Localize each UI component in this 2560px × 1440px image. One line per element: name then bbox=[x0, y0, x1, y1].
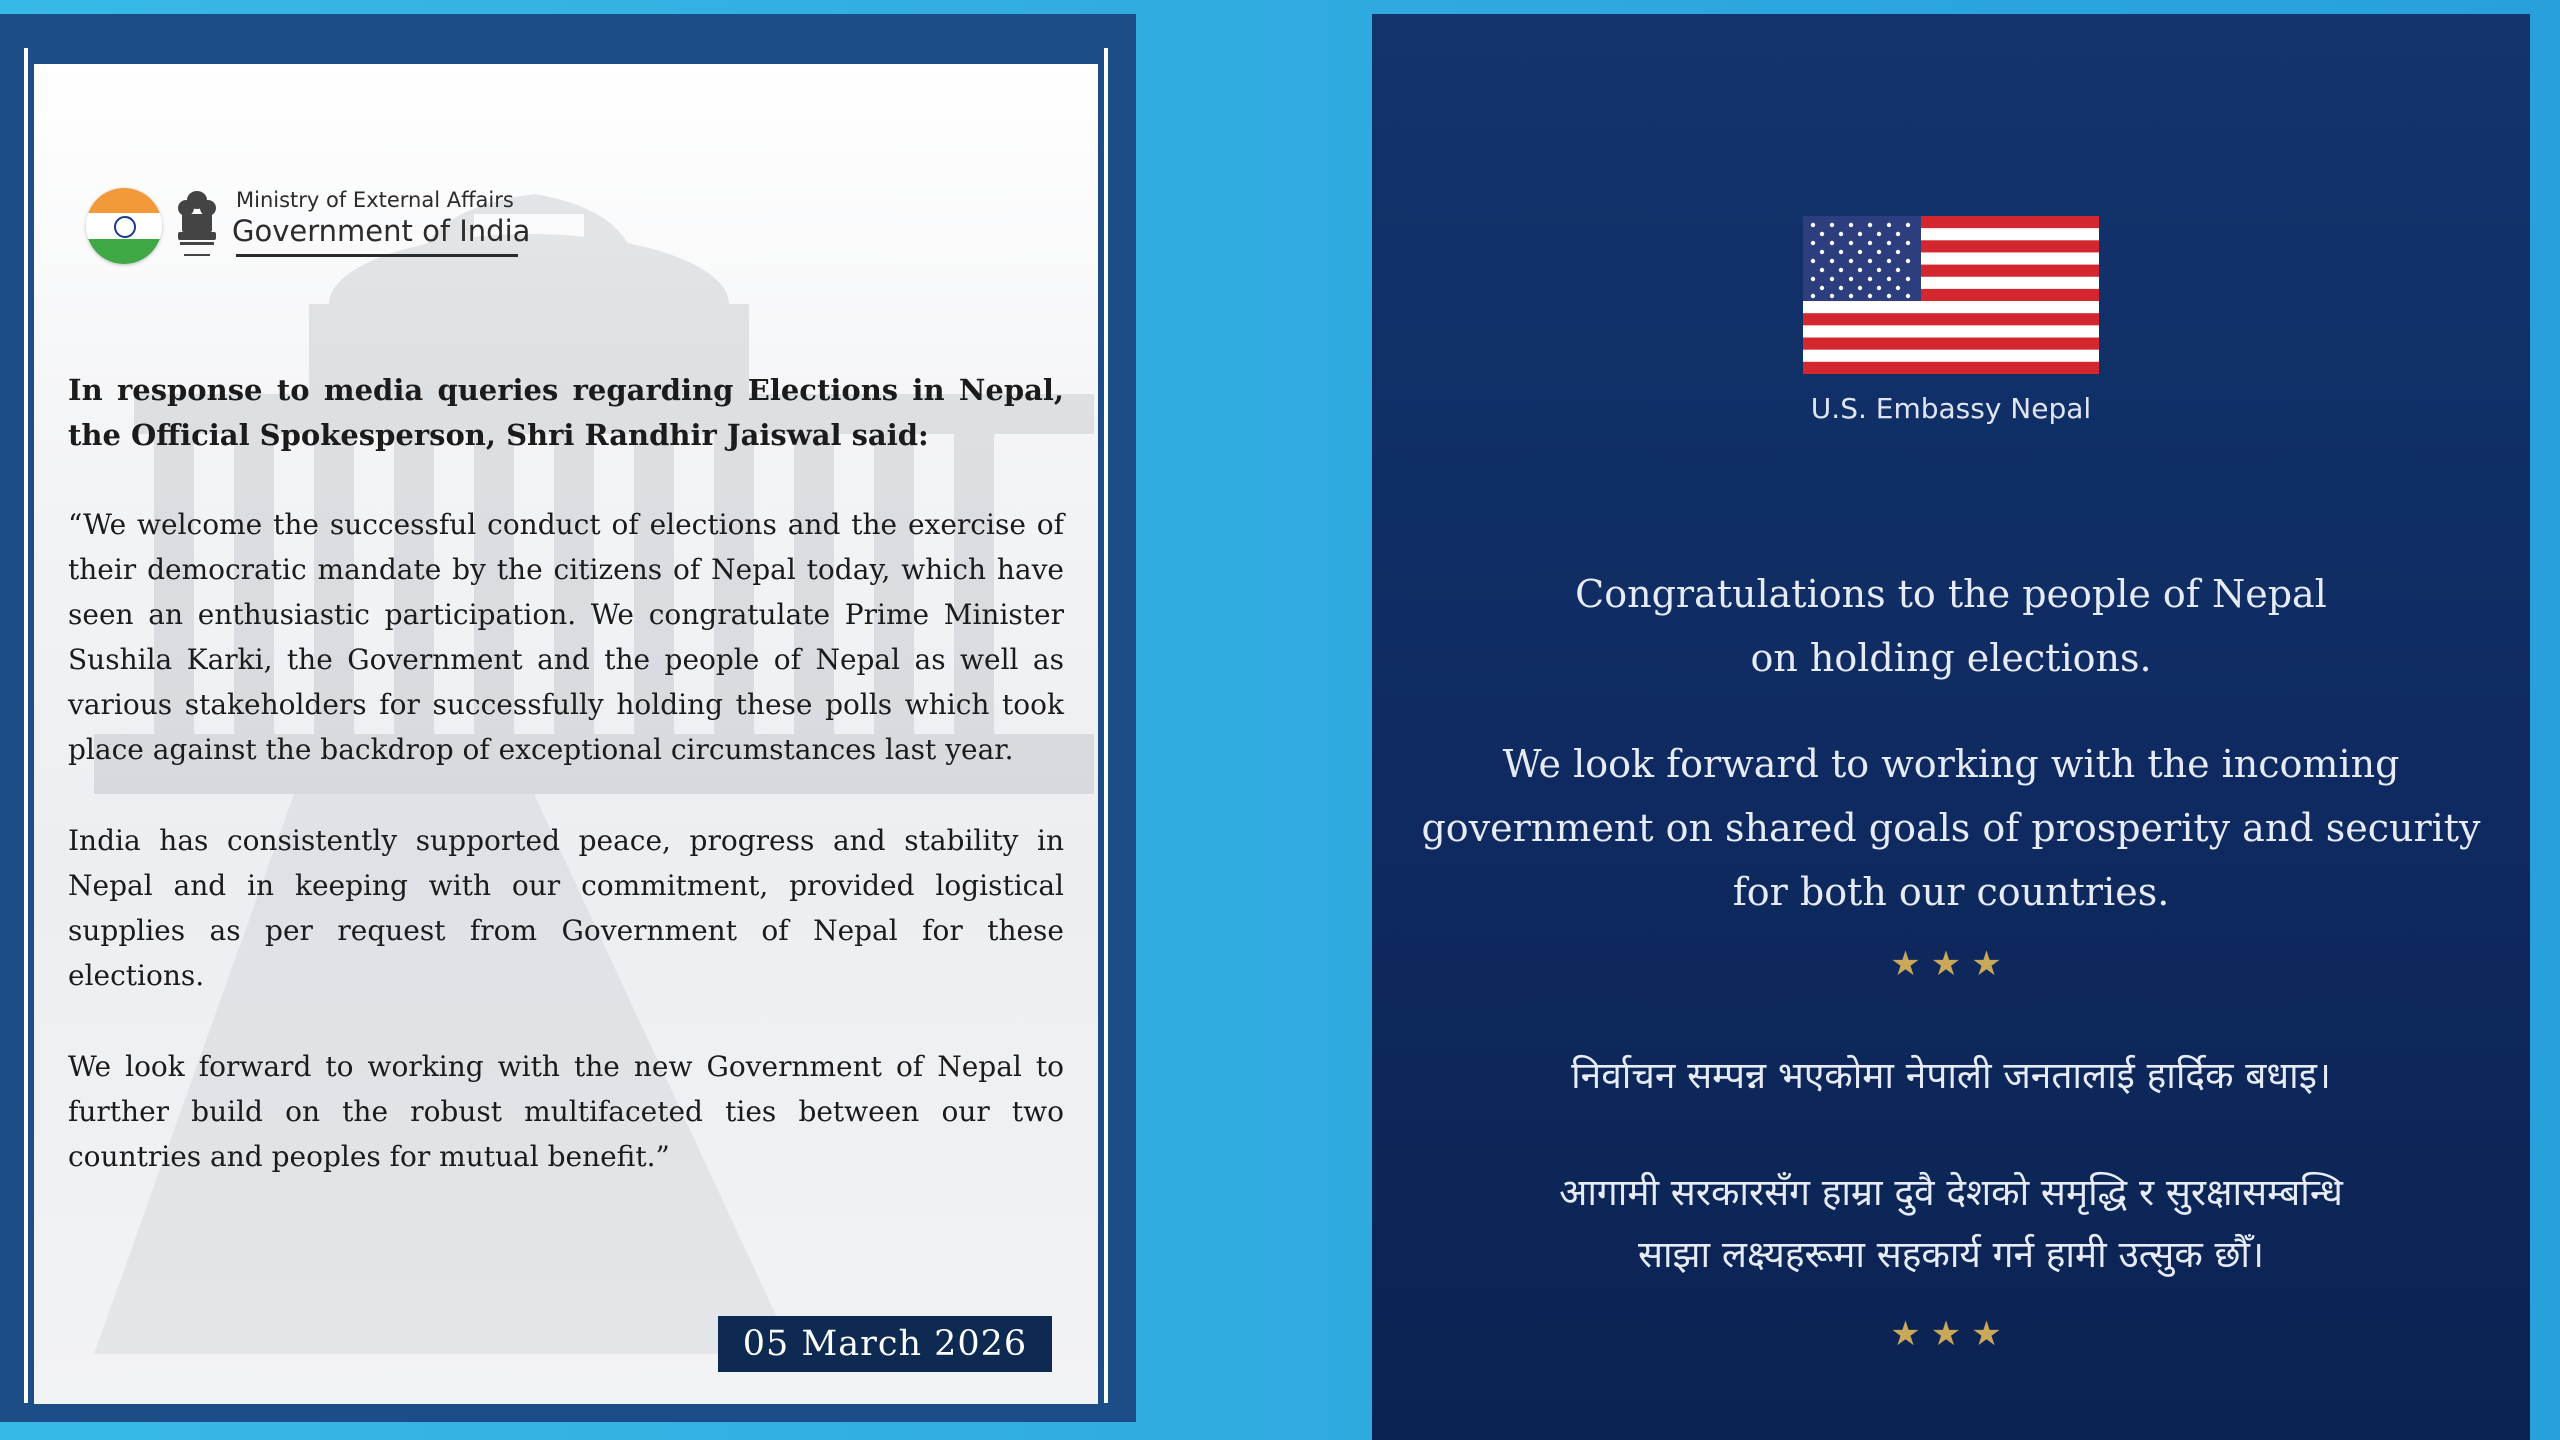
frame-left-rule bbox=[24, 48, 28, 1403]
mea-statement-page bbox=[34, 64, 1098, 1404]
nepali-forward-line-1: आगामी सरकारसँग हाम्रा दुवै देशको समृद्धि र सुरक्षासम्बन्धि bbox=[1559, 1171, 2343, 1214]
embassy-name: U.S. Embassy Nepal bbox=[1810, 392, 2092, 425]
star-divider-2: ★★★ bbox=[1890, 1314, 2012, 1354]
national-emblem-icon bbox=[172, 188, 222, 272]
mea-statement-frame bbox=[0, 14, 1136, 1422]
nepali-forward-message bbox=[1372, 1162, 2530, 1286]
nepali-congrats: निर्वाचन सम्पन्न भएकोमा नेपाली जनतालाई हार्दिक बधाइ। bbox=[1571, 1054, 2331, 1097]
congrats-line-2: on holding elections. bbox=[1750, 636, 2152, 680]
ministry-name: Ministry of External Affairs bbox=[236, 188, 514, 212]
forward-message bbox=[1372, 732, 2530, 924]
forward-line-2: government on shared goals of prosperity and security bbox=[1421, 806, 2481, 850]
statement-date: 05 March 2026 bbox=[718, 1316, 1052, 1372]
statement-paragraph-2: India has consistently supported peace, progress and stability in Nepal and in keeping with our commitment, provided logistical supplies as per request from Government of Nepal for these elections. bbox=[68, 824, 1064, 992]
frame-right-rule bbox=[1104, 48, 1108, 1403]
statement-intro: In response to media queries regarding Elections in Nepal, the Official Spokesperson, Shri Randhir Jaiswal said: bbox=[68, 373, 1064, 452]
star-divider-1: ★★★ bbox=[1890, 944, 2012, 984]
forward-line-3: for both our countries. bbox=[1732, 870, 2170, 914]
nepali-forward-line-2: साझा लक्ष्यहरूमा सहकार्य गर्न हामी उत्सुक छौँ। bbox=[1637, 1233, 2265, 1276]
us-flag-icon bbox=[1803, 216, 2099, 374]
statement-paragraph-1: “We welcome the successful conduct of elections and the exercise of their democratic mandate by the citizens of Nepal today, which have seen an enthusiastic participation. We congratulate Prime Minister Sushila Karki, the Government and the people of Nepal as well as various stakeholders for successfully holding these polls which took place against the backdrop of exceptional circumstances last year. bbox=[68, 508, 1064, 766]
india-flag-icon bbox=[86, 188, 162, 264]
statement-paragraph-3: We look forward to working with the new Government of Nepal to further build on the robust multifaceted ties between our two countries and peoples for mutual benefit.” bbox=[68, 1050, 1064, 1173]
us-embassy-statement bbox=[1372, 14, 2530, 1440]
congrats-line-1: Congratulations to the people of Nepal bbox=[1575, 572, 2327, 616]
logo-underline bbox=[236, 254, 518, 257]
congrats-message bbox=[1372, 562, 2530, 690]
government-name: Government of India bbox=[232, 214, 531, 248]
forward-line-1: We look forward to working with the incoming bbox=[1502, 742, 2400, 786]
